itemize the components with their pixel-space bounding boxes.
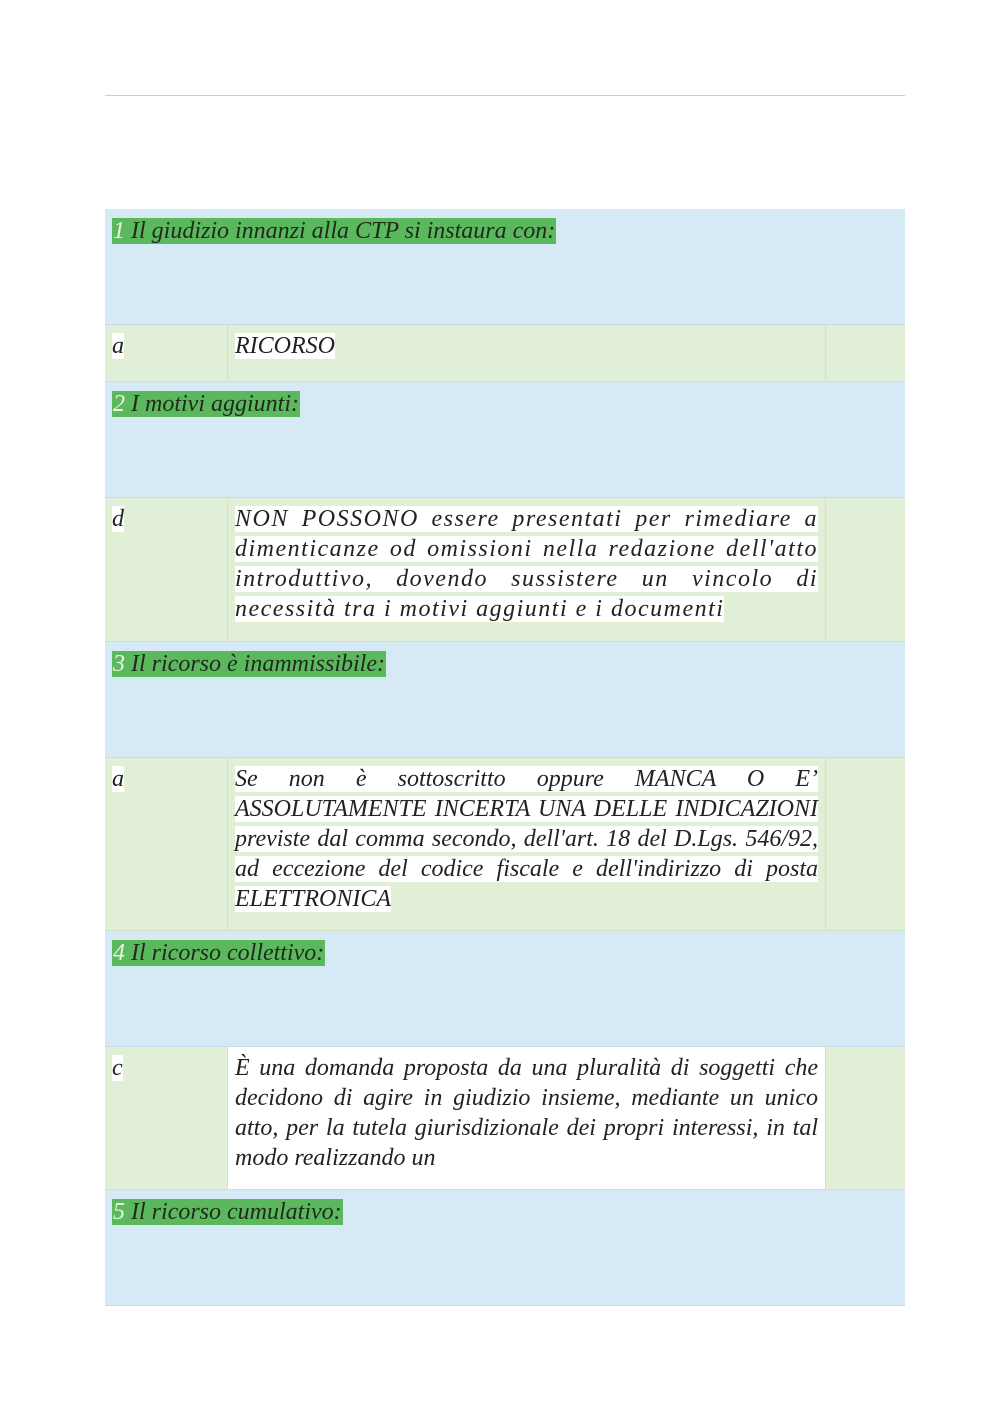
question-row xyxy=(105,382,905,498)
question-row xyxy=(105,209,905,325)
question-row xyxy=(105,1190,905,1306)
answer-text-cell xyxy=(228,498,826,641)
question-label xyxy=(112,218,556,244)
question-number: 3 xyxy=(113,651,125,677)
question-text: Il giudizio innanzi alla CTP si instaura con: xyxy=(131,218,556,244)
answer-letter-cell xyxy=(105,498,228,641)
answer-text: È una domanda proposta da una pluralità di soggetti che decidono di agire in giudizio insieme, mediante un unico atto, per la tutela giurisdizionale dei propri interessi, in tal modo realizzando un xyxy=(235,1055,818,1171)
answer-text: NON POSSONO essere presentati per rimediare a dimenticanze od omissioni nella redazione dell'atto introduttivo, dovendo sussistere un vincolo di necessità tra i motivi aggiunti e i documenti xyxy=(235,506,818,622)
answer-extra-cell xyxy=(826,1047,905,1189)
answer-text: RICORSO xyxy=(235,333,335,359)
answer-row xyxy=(105,758,905,931)
question-row xyxy=(105,642,905,758)
answer-text-cell xyxy=(228,1047,826,1189)
question-label xyxy=(112,1199,343,1225)
answer-text: Se non è sottoscritto oppure MANCA O E’ ASSOLUTAMENTE INCERTA UNA DELLE INDICAZIONI previste dal comma secondo, dell'art. 18 del D.Lgs. 546/92, ad eccezione del codice fiscale e dell'indirizzo di posta ELETTRONICA xyxy=(235,766,818,912)
question-number: 2 xyxy=(113,391,125,417)
question-number: 5 xyxy=(113,1199,125,1225)
answer-letter: c xyxy=(112,1055,123,1081)
quiz-table xyxy=(105,209,905,1306)
answer-extra-cell xyxy=(826,498,905,641)
question-text: Il ricorso cumulativo: xyxy=(131,1199,342,1225)
question-number: 1 xyxy=(113,218,125,244)
answer-letter-cell xyxy=(105,1047,228,1189)
answer-letter: a xyxy=(112,333,124,359)
answer-row xyxy=(105,498,905,642)
question-number: 4 xyxy=(113,940,125,966)
question-row xyxy=(105,931,905,1047)
answer-letter: d xyxy=(112,506,124,532)
question-label xyxy=(112,651,386,677)
answer-letter: a xyxy=(112,766,124,792)
answer-row xyxy=(105,1047,905,1190)
question-label xyxy=(112,940,325,966)
answer-extra-cell xyxy=(826,325,905,381)
answer-extra-cell xyxy=(826,758,905,930)
question-text: I motivi aggiunti: xyxy=(131,391,299,417)
question-text: Il ricorso collettivo: xyxy=(131,940,325,966)
question-label xyxy=(112,391,300,417)
answer-row xyxy=(105,325,905,382)
answer-text-cell xyxy=(228,325,826,381)
question-text: Il ricorso è inammissibile: xyxy=(131,651,385,677)
answer-text-cell xyxy=(228,758,826,930)
header-rule xyxy=(105,95,905,96)
answer-letter-cell xyxy=(105,758,228,930)
answer-letter-cell xyxy=(105,325,228,381)
